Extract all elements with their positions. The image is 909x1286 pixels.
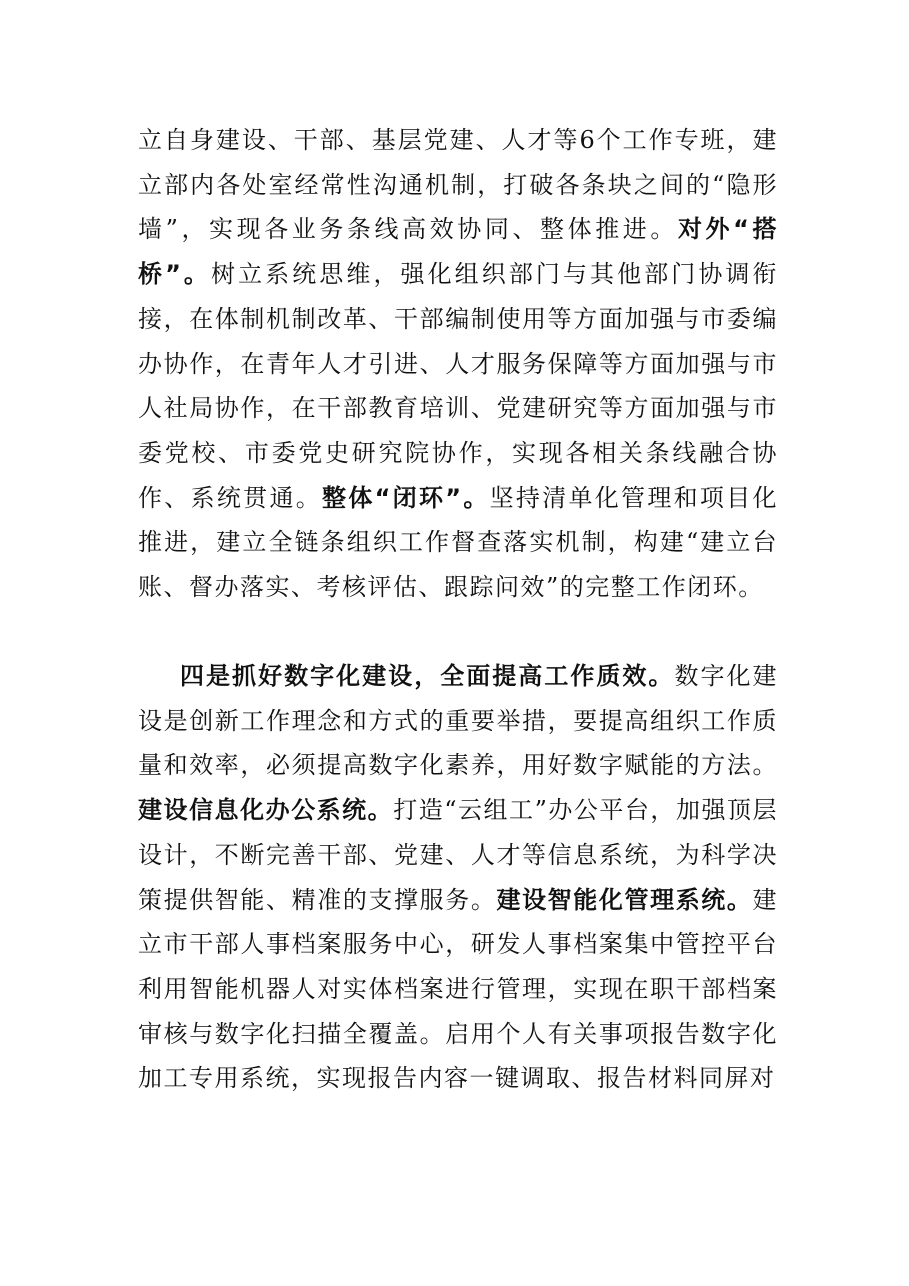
paragraph-continuation [138, 118, 778, 610]
section-heading: 建设信息化办公系统。 [138, 796, 394, 825]
paragraph-text: 建立市干部人事档案服务中心，研发人事档案集中管控平台利用智能机器人对实体档案进行管理，实现在职干部档案审核与数字化扫描全覆盖。启用个人有关事项报告数字化加工专用系统，实现报告内容一键调取、报告材料同屏对 [138, 885, 779, 1093]
paragraph-text: 立自身建设、干部、基层党建、人才等6个工作专班，建立部内各处室经常性沟通机制，打破各条块之间的“隐形墙”，实现各业务条线高效协同、整体推进。 [138, 126, 778, 244]
section-heading: 建设智能化管理系统。 [496, 885, 753, 914]
section-heading: 对外“搭桥”。 [138, 215, 778, 289]
paragraph-text: 树立系统思维，强化组织部门与其他部门协调衔接，在体制机制改革、干部编制使用等方面加强与市委编办协作，在青年人才引进、人才服务保障等方面加强与市人社局协作，在干部教育培训、党建研究等方面加强与市委党校、市委党史研究院协作，实现各相关条线融合协作、系统贯通。 [138, 260, 778, 512]
paragraph-text: 数字化建设是创新工作理念和方式的重要举措，要提高组织工作质量和效率，必须提高数字化素养，用好数字赋能的方法。 [138, 662, 779, 780]
section-heading: 四是抓好数字化建设，全面提高工作质效。 [180, 662, 675, 690]
paragraph-text: 打造“云组工”办公平台，加强顶层设计，不断完善干部、党建、人才等信息系统，为科学决策提供智能、精准的支撑服务。 [138, 796, 778, 914]
paragraph-text: 坚持清单化管理和项目化推进，建立全链条组织工作督查落实机制，构建“建立台账、督办落实、考核评估、跟踪问效”的完整工作闭环。 [138, 483, 779, 602]
paragraph-digitalization [138, 654, 778, 1101]
section-heading: 整体“闭环”。 [322, 483, 490, 512]
